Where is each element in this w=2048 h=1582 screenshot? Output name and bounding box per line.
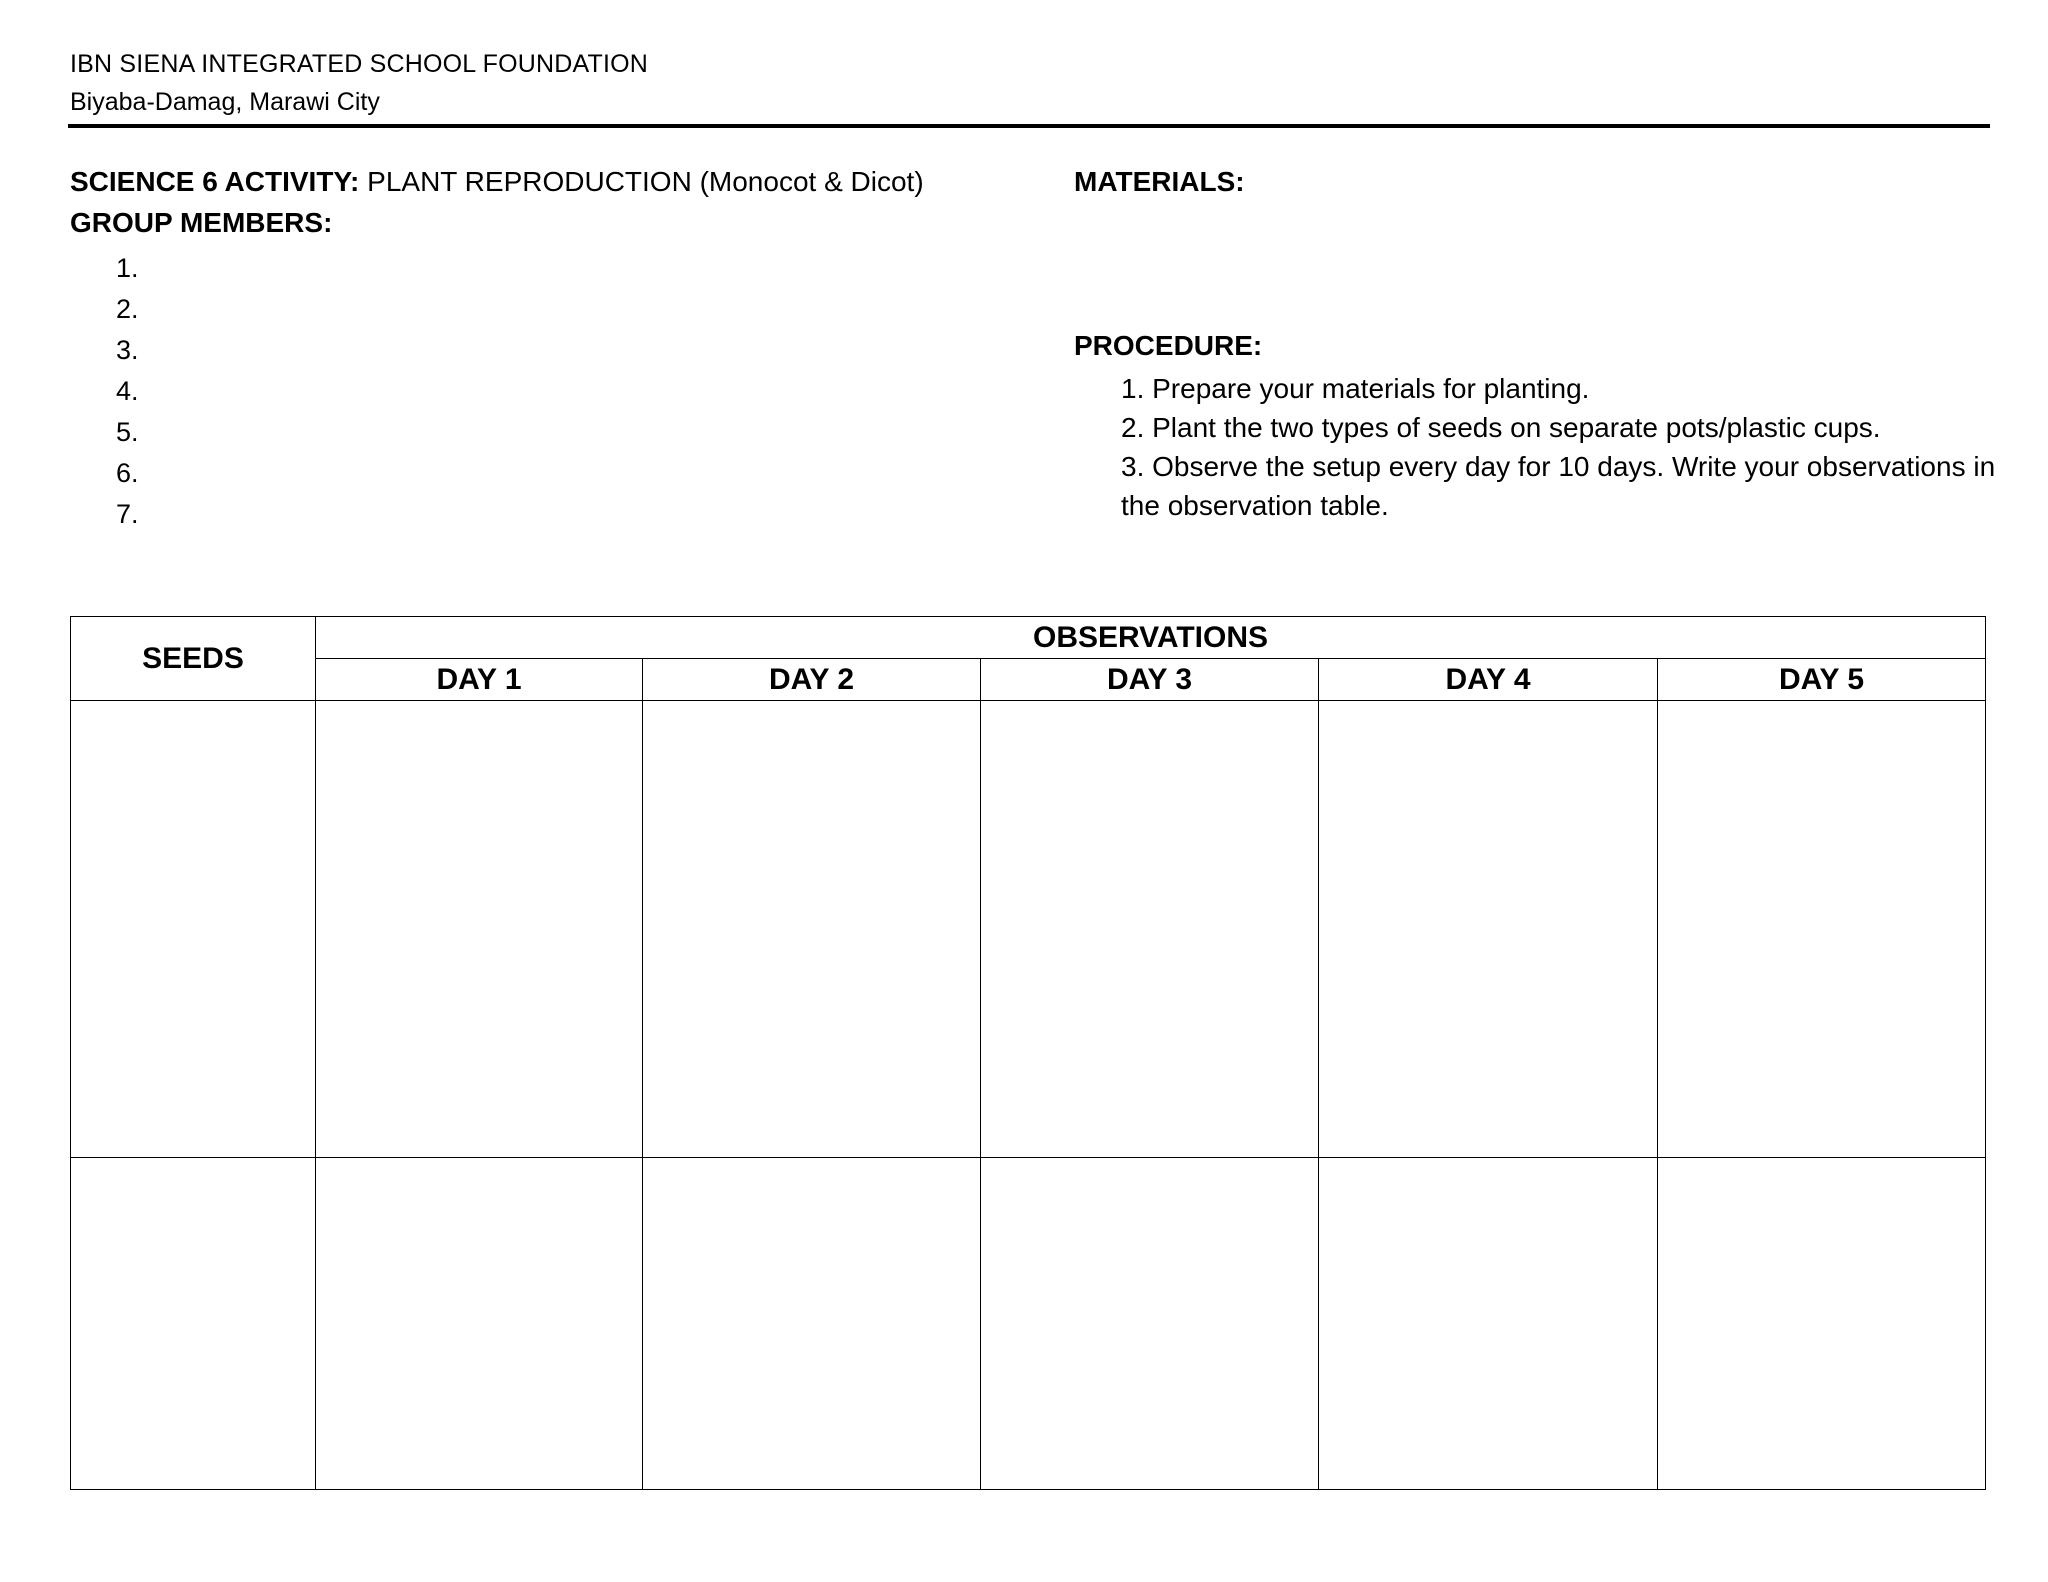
- procedure-step: 2. Plant the two types of seeds on separate pots/plastic cups.: [1121, 412, 1881, 443]
- member-item: 4.: [116, 376, 139, 406]
- observation-table: [70, 616, 1986, 1490]
- observations-header: OBSERVATIONS: [316, 617, 1986, 659]
- group-members-list: [116, 248, 139, 535]
- observation-cell[interactable]: [981, 1157, 1319, 1489]
- member-item: 6.: [116, 458, 139, 488]
- observation-cell[interactable]: [1319, 1157, 1658, 1489]
- day-header: DAY 4: [1319, 659, 1658, 701]
- member-item: 3.: [116, 335, 139, 365]
- school-address: Biyaba-Damag, Marawi City: [70, 88, 380, 116]
- materials-label: MATERIALS:: [1074, 166, 1245, 197]
- observation-cell[interactable]: [1658, 1157, 1986, 1489]
- procedure-steps: [1121, 369, 2001, 525]
- observation-cell[interactable]: [643, 1157, 981, 1489]
- activity-label: SCIENCE 6 ACTIVITY:: [70, 166, 360, 197]
- day-header: DAY 5: [1658, 659, 1986, 701]
- table-row: [71, 701, 1986, 1158]
- procedure-step: 1. Prepare your materials for planting.: [1121, 373, 1590, 404]
- procedure-label: PROCEDURE:: [1074, 330, 1263, 361]
- seed-cell[interactable]: [71, 1157, 316, 1489]
- observation-cell[interactable]: [981, 701, 1319, 1158]
- seeds-header: SEEDS: [71, 617, 316, 701]
- school-name: IBN SIENA INTEGRATED SCHOOL FOUNDATION: [70, 50, 649, 78]
- observation-cell[interactable]: [316, 701, 643, 1158]
- observation-cell[interactable]: [643, 701, 981, 1158]
- member-item: 2.: [116, 294, 139, 324]
- observation-cell[interactable]: [316, 1157, 643, 1489]
- activity-title: [70, 166, 924, 198]
- member-item: 1.: [116, 253, 139, 283]
- group-members-label: GROUP MEMBERS:: [70, 207, 333, 238]
- seed-cell[interactable]: [71, 701, 316, 1158]
- activity-name: PLANT REPRODUCTION (Monocot & Dicot): [359, 166, 924, 197]
- day-header: DAY 2: [643, 659, 981, 701]
- day-header: DAY 1: [316, 659, 643, 701]
- member-item: 7.: [116, 499, 139, 529]
- procedure-step: 3. Observe the setup every day for 10 days. Write your observations in the observation table.: [1121, 451, 1996, 521]
- observation-cell[interactable]: [1319, 701, 1658, 1158]
- table-row: [71, 1157, 1986, 1489]
- header-divider: [68, 124, 1990, 128]
- member-item: 5.: [116, 417, 139, 447]
- observation-cell[interactable]: [1658, 701, 1986, 1158]
- day-header: DAY 3: [981, 659, 1319, 701]
